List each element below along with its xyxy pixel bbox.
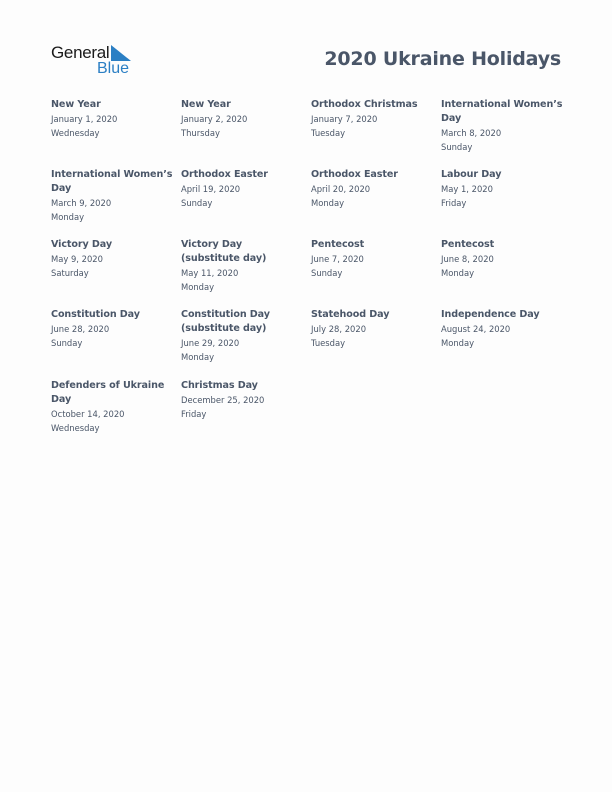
holiday-weekday: Monday — [441, 338, 475, 348]
holiday-date: May 1, 2020 — [441, 184, 493, 194]
holiday-weekday: Wednesday — [51, 423, 100, 433]
holiday-weekday: Sunday — [51, 338, 83, 348]
holiday-name: Orthodox Easter — [181, 169, 268, 180]
holiday-date: January 7, 2020 — [311, 114, 378, 124]
logo-triangle-icon — [111, 45, 131, 61]
holiday-name: Constitution Day — [51, 309, 140, 320]
holiday-date: January 1, 2020 — [51, 114, 118, 124]
holiday-entry — [181, 238, 303, 294]
holiday-name: Independence Day — [441, 309, 540, 320]
holiday-row — [51, 308, 571, 379]
holiday-entry — [51, 308, 173, 350]
holiday-entry — [181, 308, 303, 364]
holiday-row — [51, 98, 571, 168]
logo-text-general: General — [51, 43, 110, 62]
holiday-weekday: Sunday — [181, 198, 213, 208]
holiday-weekday: Friday — [181, 409, 207, 419]
holiday-weekday: Monday — [311, 198, 345, 208]
logo-text-blue: Blue — [97, 60, 130, 77]
page-title: 2020 Ukraine Holidays — [324, 48, 561, 70]
holiday-name: Constitution Day (substitute day) — [181, 309, 270, 334]
holiday-date: December 25, 2020 — [181, 395, 265, 405]
holiday-entry — [311, 168, 433, 210]
holiday-date: June 7, 2020 — [311, 254, 364, 264]
holiday-entry — [311, 238, 433, 280]
holiday-date: May 11, 2020 — [181, 268, 239, 278]
holiday-weekday: Wednesday — [51, 128, 100, 138]
holiday-weekday: Tuesday — [311, 128, 346, 138]
holiday-grid — [51, 98, 571, 449]
holiday-weekday: Monday — [181, 282, 215, 292]
holiday-date: October 14, 2020 — [51, 409, 125, 419]
holiday-weekday: Thursday — [181, 128, 220, 138]
holiday-entry — [51, 238, 173, 280]
holiday-name: New Year — [51, 99, 101, 110]
holiday-weekday: Friday — [441, 198, 467, 208]
holiday-name: Victory Day — [51, 239, 113, 250]
holiday-date: July 28, 2020 — [311, 324, 367, 334]
holiday-entry — [51, 168, 173, 224]
holiday-weekday: Monday — [181, 352, 215, 362]
holiday-date: April 20, 2020 — [311, 184, 371, 194]
holiday-name: Pentecost — [311, 239, 365, 250]
holiday-date: June 29, 2020 — [181, 338, 240, 348]
holiday-name: Labour Day — [441, 169, 502, 180]
holiday-entry — [441, 238, 563, 280]
holiday-date: January 2, 2020 — [181, 114, 248, 124]
holiday-date: March 8, 2020 — [441, 128, 502, 138]
holiday-date: March 9, 2020 — [51, 198, 112, 208]
holiday-date: August 24, 2020 — [441, 324, 511, 334]
holiday-date: June 8, 2020 — [441, 254, 494, 264]
holiday-entry — [51, 379, 173, 435]
holiday-date: May 9, 2020 — [51, 254, 103, 264]
holiday-name: International Women’s Day — [441, 99, 563, 124]
holiday-entry — [441, 168, 563, 210]
holiday-name: Christmas Day — [181, 380, 258, 391]
holiday-name: Statehood Day — [311, 309, 390, 320]
holiday-name: Orthodox Easter — [311, 169, 398, 180]
holiday-weekday: Saturday — [51, 268, 89, 278]
holiday-entry — [441, 308, 563, 350]
holiday-name: Victory Day (substitute day) — [181, 239, 267, 264]
holiday-entry — [181, 168, 303, 210]
holiday-weekday: Monday — [51, 212, 85, 222]
holiday-entry — [181, 379, 303, 421]
holiday-row — [51, 168, 571, 238]
holiday-entry — [51, 98, 173, 140]
holiday-entry — [311, 98, 433, 140]
holiday-entry — [441, 98, 563, 154]
holiday-weekday: Sunday — [311, 268, 343, 278]
holiday-weekday: Tuesday — [311, 338, 346, 348]
holiday-name: Orthodox Christmas — [311, 99, 418, 110]
holiday-row — [51, 379, 571, 449]
holiday-entry — [311, 308, 433, 350]
holiday-name: Defenders of Ukraine Day — [51, 380, 165, 405]
holiday-row — [51, 238, 571, 308]
holiday-weekday: Monday — [441, 268, 475, 278]
holiday-name: International Women’s Day — [51, 169, 173, 194]
holiday-date: April 19, 2020 — [181, 184, 241, 194]
holiday-name: New Year — [181, 99, 231, 110]
holiday-name: Pentecost — [441, 239, 495, 250]
holiday-entry — [181, 98, 303, 140]
brand-logo — [51, 43, 141, 79]
holiday-weekday: Sunday — [441, 142, 473, 152]
holiday-date: June 28, 2020 — [51, 324, 110, 334]
